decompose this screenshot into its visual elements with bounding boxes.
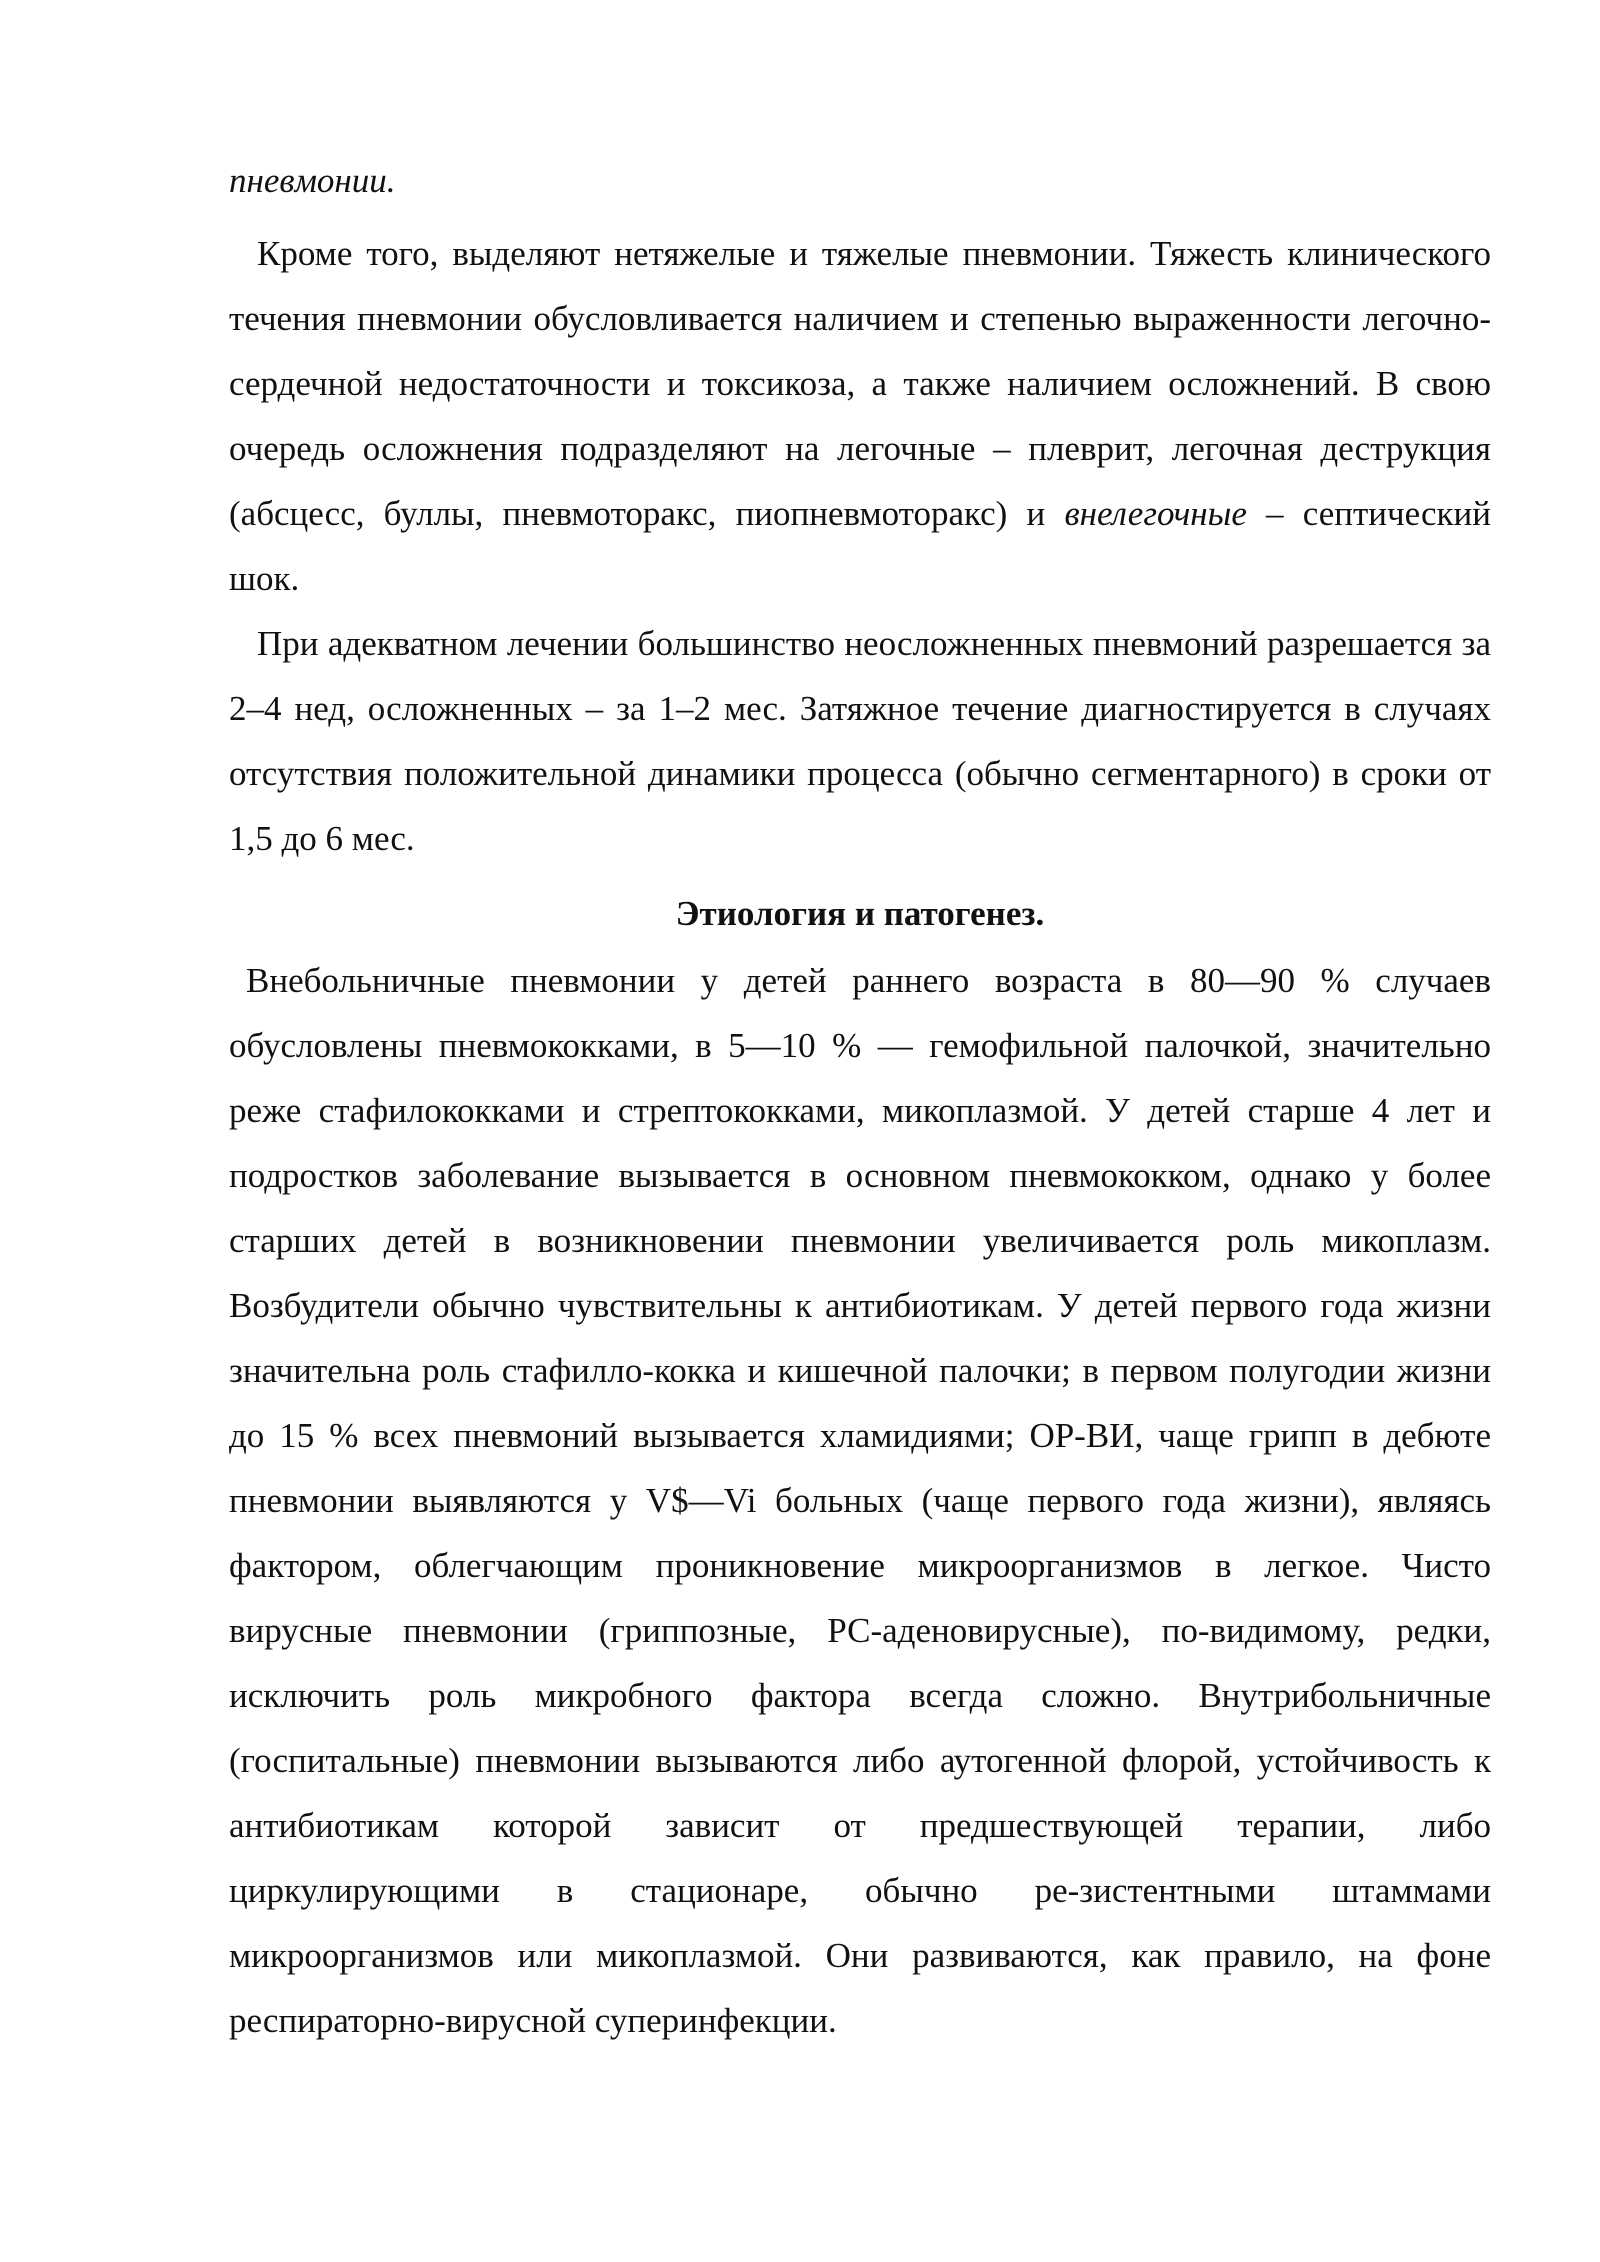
- paragraph-etiology: Внебольничные пневмонии у детей раннего возраста в 80—90 % случаев обусловлены пневмококками, в 5—10 % — гемофильной палочкой, значительно реже стафилококками и стрептококками, микоплазмой. У детей старше 4 лет и подростков заболевание вызывается в основном пневмококком, однако у более старших детей в возникновении пневмонии увеличивается роль микоплазм. Возбудители обычно чувствительны к антибиотикам. У детей первого года жизни значительна роль стафилло-кокка и кишечной палочки; в первом полугодии жизни до 15 % всех пневмоний вызывается хламидиями; ОР-ВИ, чаще грипп в дебюте пневмонии выявляются у V$—Vi больных (чаще первого года жизни), являясь фактором, облегчающим проникновение микроорганизмов в легкое. Чисто вирусные пневмонии (гриппозные, РС-аденовирусные), по-видимому, редки, исключить роль микробного фактора всегда сложно. Внутрибольничные (госпитальные) пневмонии вызываются либо аутогенной флорой, устойчивость к антибиотикам которой зависит от предшествующей терапии, либо циркулирующими в стационаре, обычно ре-зистентными штаммами микроорганизмов или микоплазмой. Они развиваются, как правило, на фоне респираторно-вирусной суперинфекции.: [229, 961, 1491, 2040]
- paragraph-severity-tail: – септический шок.: [229, 494, 1492, 598]
- paragraph-severity: [229, 221, 1491, 611]
- paragraph-severity-italic-term: внелегочные: [1064, 494, 1247, 533]
- paragraph-severity-text: Кроме того, выделяют нетяжелые и тяжелые пневмонии. Тяжесть клинического течения пневмонии обусловливается наличием и степенью выраженности легочно-сердечной недостаточности и токсикоза, а также наличием осложнений. В свою очередь осложнения подразделяют на легочные – плеврит, легочная деструкция (абсцесс, буллы, пневмоторакс, пиопневмоторакс) и: [229, 234, 1491, 533]
- document-page: [229, 148, 1491, 2053]
- paragraph-course: При адекватном лечении большинство неосложненных пневмоний разрешается за 2–4 нед, осложненных – за 1–2 мес. Затяжное течение диагностируется в случаях отсутствия положительной динамики процесса (обычно сегментарного) в сроки от 1,5 до 6 мес.: [229, 624, 1491, 858]
- lead-fragment: пневмонии.: [229, 161, 396, 200]
- section-heading: Этиология и патогенез.: [675, 894, 1045, 933]
